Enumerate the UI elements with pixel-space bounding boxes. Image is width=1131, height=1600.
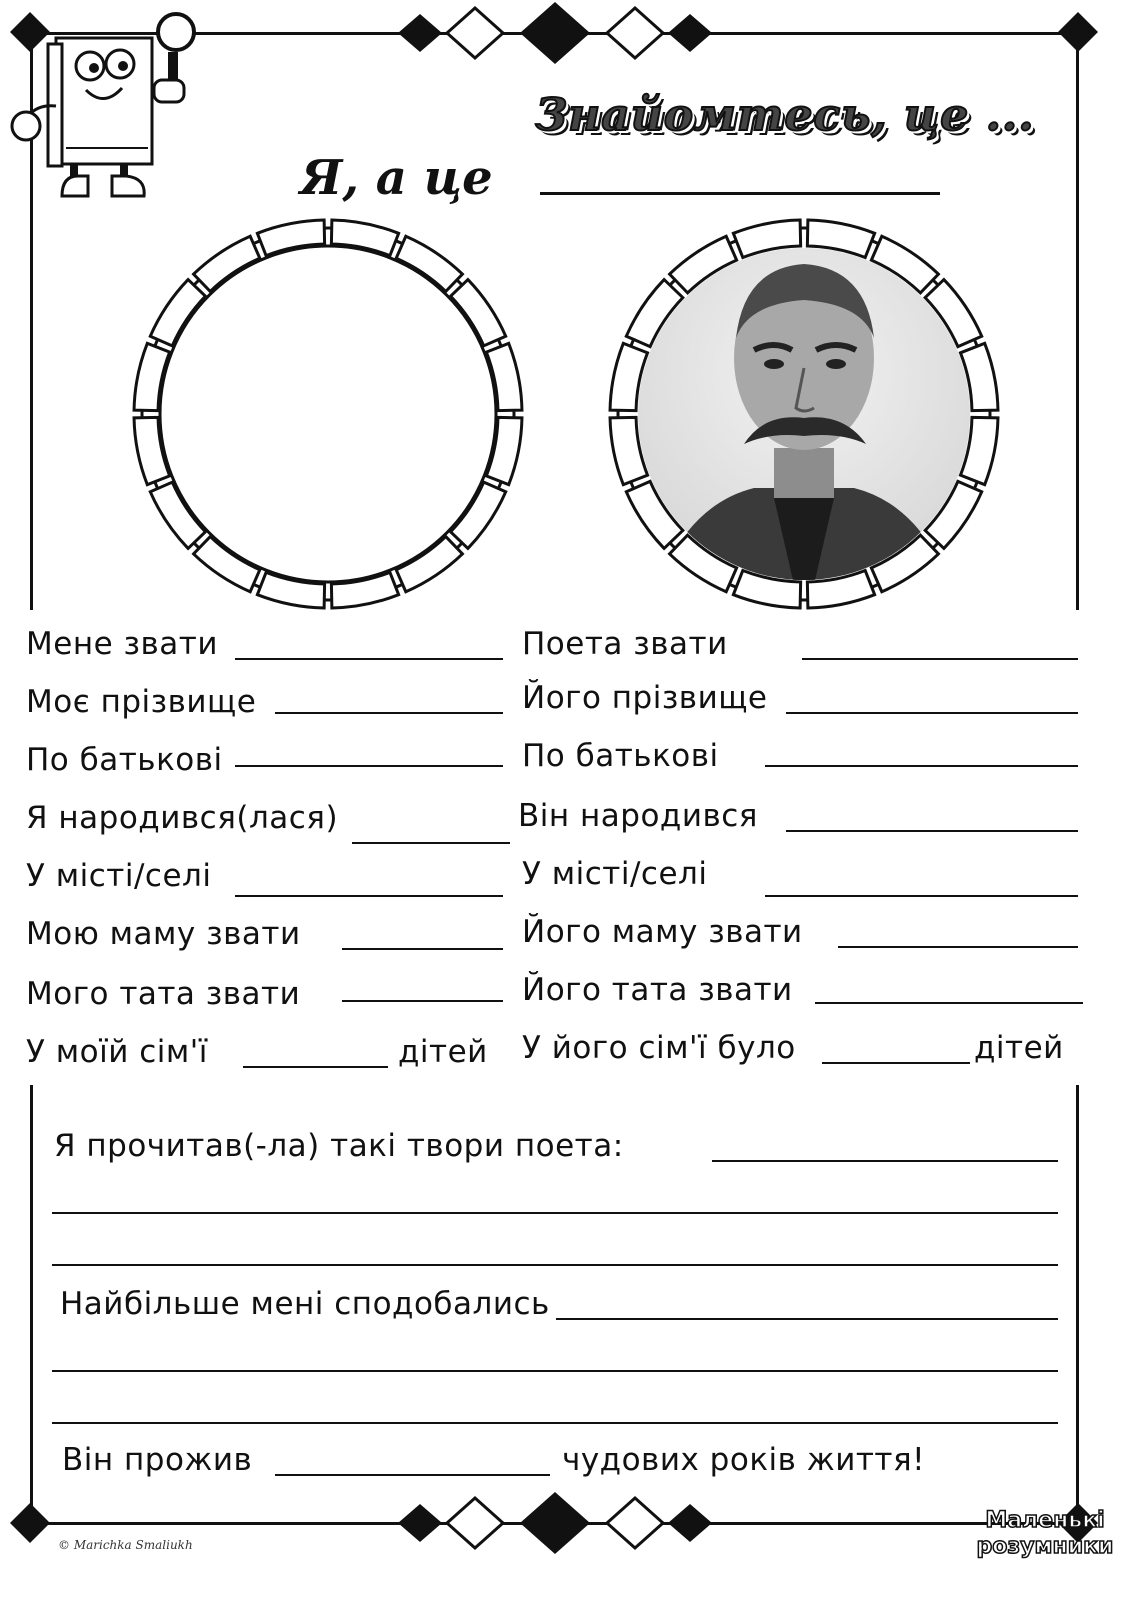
heading-name-line[interactable] [540,192,940,195]
brand-logo [975,1508,1115,1560]
liked-most-line-2[interactable] [52,1370,1058,1372]
poet-photo-frame [604,208,1004,620]
brand-line-2: розумники [976,1534,1114,1559]
lived-suffix: чудових років життя! [562,1442,926,1478]
poet-name-line[interactable] [802,658,1078,660]
page-title-banner [505,78,1065,152]
my-birth-line[interactable] [352,842,510,844]
liked-most-label: Найбільше мені сподобались [60,1286,550,1322]
poet-name-label: Поета звати [522,626,728,662]
poet-town-line[interactable] [765,895,1078,897]
copyright-signature: © Marichka Smaliukh [58,1538,193,1552]
book-mascot-icon [8,8,208,203]
my-name-label: Мене звати [26,626,218,662]
corner-diamond [10,1503,50,1543]
poet-patronymic-line[interactable] [765,765,1078,767]
poet-surname-line[interactable] [786,712,1078,714]
poet-family-label: У його сім'ї було [522,1030,796,1066]
photo-slot [160,246,496,582]
my-photo-frame[interactable] [128,214,528,614]
my-surname-line[interactable] [275,712,503,714]
my-town-line[interactable] [235,895,503,897]
bottom-ornament [398,1492,712,1554]
corner-diamond [1058,12,1098,52]
poet-father-label: Його тата звати [522,972,793,1008]
my-mother-line[interactable] [342,948,503,950]
my-patronymic-label: По батькові [26,742,223,778]
my-birth-label: Я народився(лася) [26,800,339,836]
my-father-line[interactable] [342,1000,503,1002]
brand-line-1: Маленькі [985,1508,1105,1533]
my-children-count-line[interactable] [243,1066,388,1068]
my-patronymic-line[interactable] [235,765,503,767]
top-ornament [398,2,712,64]
my-town-label: У місті/селі [26,858,212,894]
poet-birth-line[interactable] [786,830,1078,832]
poet-father-line[interactable] [815,1002,1083,1004]
poet-mother-line[interactable] [838,946,1078,948]
lived-prefix: Він прожив [62,1442,253,1478]
my-surname-label: Моє прізвище [26,684,257,720]
my-family-label: У моїй сім'ї [26,1034,208,1070]
poet-mother-label: Його маму звати [522,914,803,950]
works-read-line-2[interactable] [52,1212,1058,1214]
works-read-line-3[interactable] [52,1264,1058,1266]
heading: Я, а це [300,150,493,206]
poet-town-label: У місті/селі [522,856,708,892]
my-children-suffix: дітей [398,1034,488,1070]
poet-portrait [604,208,1004,620]
poet-patronymic-label: По батькові [522,738,719,774]
my-father-label: Мого тата звати [26,976,301,1012]
lived-years-line[interactable] [275,1474,550,1476]
page-title: Знайомтесь, це ... [535,89,1035,141]
my-mother-label: Мою маму звати [26,916,301,952]
poet-birth-label: Він народився [518,798,758,834]
my-name-line[interactable] [235,658,503,660]
poet-children-count-line[interactable] [822,1062,970,1064]
liked-most-line-3[interactable] [52,1422,1058,1424]
poet-surname-label: Його прізвище [522,680,768,716]
works-read-line-1[interactable] [712,1160,1058,1162]
works-read-label: Я прочитав(-ла) такі твори поета: [54,1128,624,1164]
poet-children-suffix: дітей [974,1030,1064,1066]
liked-most-line-1[interactable] [556,1318,1058,1320]
